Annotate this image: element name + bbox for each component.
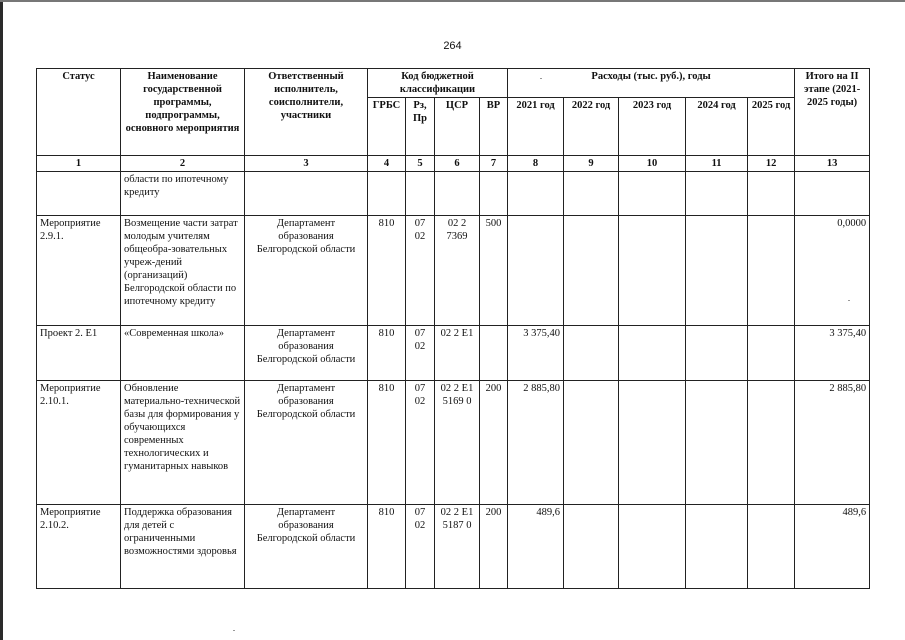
- header-2023: 2023 год: [619, 98, 686, 156]
- cell-csr: 02 2 Е1 5169 0: [435, 381, 480, 505]
- cell-name: Поддержка образования для детей с ограниченными возможностями здоровья: [121, 505, 245, 589]
- cell-responsible: Департамент образования Белгородской области: [245, 505, 368, 589]
- cell-2022: [564, 216, 619, 326]
- cell-csr: 02 2 Е1 5187 0: [435, 505, 480, 589]
- cell-name: Возмещение части затрат молодым учителям общеобра-зовательных учреж-дений (организаций) Белгородской области по ипотечному кредиту: [121, 216, 245, 326]
- column-number: 8: [508, 156, 564, 172]
- cell-total: 2 885,80: [795, 381, 870, 505]
- header-budget-code: Код бюджетной классификации: [368, 69, 508, 98]
- cell-csr: 02 2 Е1: [435, 326, 480, 381]
- column-number: 1: [37, 156, 121, 172]
- cell-2023: [619, 505, 686, 589]
- cell-rz-pr: 07 02: [406, 505, 435, 589]
- cell-csr: [435, 172, 480, 216]
- cell-2025: [748, 326, 795, 381]
- cell-rz-pr: 07 02: [406, 216, 435, 326]
- header-2024: 2024 год: [686, 98, 748, 156]
- cell-2021: 489,6: [508, 505, 564, 589]
- cell-responsible: Департамент образования Белгородской области: [245, 326, 368, 381]
- cell-2024: [686, 381, 748, 505]
- scan-edge: [0, 0, 3, 640]
- cell-grbs: 810: [368, 381, 406, 505]
- cell-2021: 2 885,80: [508, 381, 564, 505]
- cell-total: [795, 172, 870, 216]
- cell-vr: [480, 172, 508, 216]
- cell-2024: [686, 326, 748, 381]
- cell-grbs: 810: [368, 216, 406, 326]
- column-number: 9: [564, 156, 619, 172]
- table-row: [37, 216, 870, 326]
- cell-status: Мероприятие 2.10.2.: [37, 505, 121, 589]
- cell-responsible: [245, 172, 368, 216]
- column-number-row: [37, 156, 870, 172]
- header-vr: ВР: [480, 98, 508, 156]
- table-row: [37, 172, 870, 216]
- header-2025: 2025 год: [748, 98, 795, 156]
- cell-name: области по ипотечному кредиту: [121, 172, 245, 216]
- cell-rz-pr: [406, 172, 435, 216]
- column-number: 12: [748, 156, 795, 172]
- cell-2021: [508, 216, 564, 326]
- cell-2022: [564, 172, 619, 216]
- cell-2021: 3 375,40: [508, 326, 564, 381]
- cell-total: 0,0000: [795, 216, 870, 326]
- cell-2023: [619, 326, 686, 381]
- cell-2022: [564, 505, 619, 589]
- cell-responsible: Департамент образования Белгородской области: [245, 381, 368, 505]
- table-row: [37, 326, 870, 381]
- cell-2025: [748, 172, 795, 216]
- cell-status: Мероприятие 2.10.1.: [37, 381, 121, 505]
- cell-csr: 02 2 7369: [435, 216, 480, 326]
- cell-total: 3 375,40: [795, 326, 870, 381]
- header-csr: ЦСР: [435, 98, 480, 156]
- header-grbs: ГРБС: [368, 98, 406, 156]
- table-row: [37, 505, 870, 589]
- cell-vr: 200: [480, 381, 508, 505]
- column-number: 11: [686, 156, 748, 172]
- column-number: 2: [121, 156, 245, 172]
- cell-total: 489,6: [795, 505, 870, 589]
- scan-speck: [540, 78, 542, 79]
- cell-2025: [748, 505, 795, 589]
- cell-status: Проект 2. Е1: [37, 326, 121, 381]
- cell-responsible: Департамент образования Белгородской области: [245, 216, 368, 326]
- cell-vr: 200: [480, 505, 508, 589]
- cell-2022: [564, 381, 619, 505]
- column-number: 13: [795, 156, 870, 172]
- cell-name: Обновление материально-технической базы для формирования у обучающихся современных технологических и гуманитарных навыков: [121, 381, 245, 505]
- cell-2021: [508, 172, 564, 216]
- column-number: 10: [619, 156, 686, 172]
- cell-grbs: [368, 172, 406, 216]
- cell-2023: [619, 216, 686, 326]
- cell-2023: [619, 381, 686, 505]
- header-responsible: Ответственный исполнитель, соисполнители, участники: [245, 69, 368, 156]
- scan-top-edge: [0, 0, 905, 2]
- cell-vr: 500: [480, 216, 508, 326]
- header-rz-pr: Рз, Пр: [406, 98, 435, 156]
- column-number: 5: [406, 156, 435, 172]
- cell-2024: [686, 216, 748, 326]
- cell-grbs: 810: [368, 505, 406, 589]
- cell-vr: [480, 326, 508, 381]
- cell-2025: [748, 381, 795, 505]
- cell-grbs: 810: [368, 326, 406, 381]
- cell-2022: [564, 326, 619, 381]
- column-number: 3: [245, 156, 368, 172]
- table-row: [37, 381, 870, 505]
- scan-speck: [233, 630, 235, 631]
- header-expenses: Расходы (тыс. руб.), годы: [508, 69, 795, 98]
- cell-status: Мероприятие 2.9.1.: [37, 216, 121, 326]
- column-number: 7: [480, 156, 508, 172]
- cell-2023: [619, 172, 686, 216]
- cell-name: «Современная школа»: [121, 326, 245, 381]
- header-2021: 2021 год: [508, 98, 564, 156]
- budget-table: [36, 68, 870, 589]
- cell-rz-pr: 07 02: [406, 326, 435, 381]
- header-total: Итого на II этапе (2021-2025 годы): [795, 69, 870, 156]
- cell-status: [37, 172, 121, 216]
- header-status: Статус: [37, 69, 121, 156]
- cell-2024: [686, 505, 748, 589]
- column-number: 6: [435, 156, 480, 172]
- header-2022: 2022 год: [564, 98, 619, 156]
- header-name: Наименование государственной программы, подпрограммы, основного мероприятия: [121, 69, 245, 156]
- cell-2025: [748, 216, 795, 326]
- cell-2024: [686, 172, 748, 216]
- page-number: 264: [443, 40, 462, 52]
- column-number: 4: [368, 156, 406, 172]
- scan-speck: [848, 300, 850, 301]
- cell-rz-pr: 07 02: [406, 381, 435, 505]
- header-row-1: [37, 69, 870, 98]
